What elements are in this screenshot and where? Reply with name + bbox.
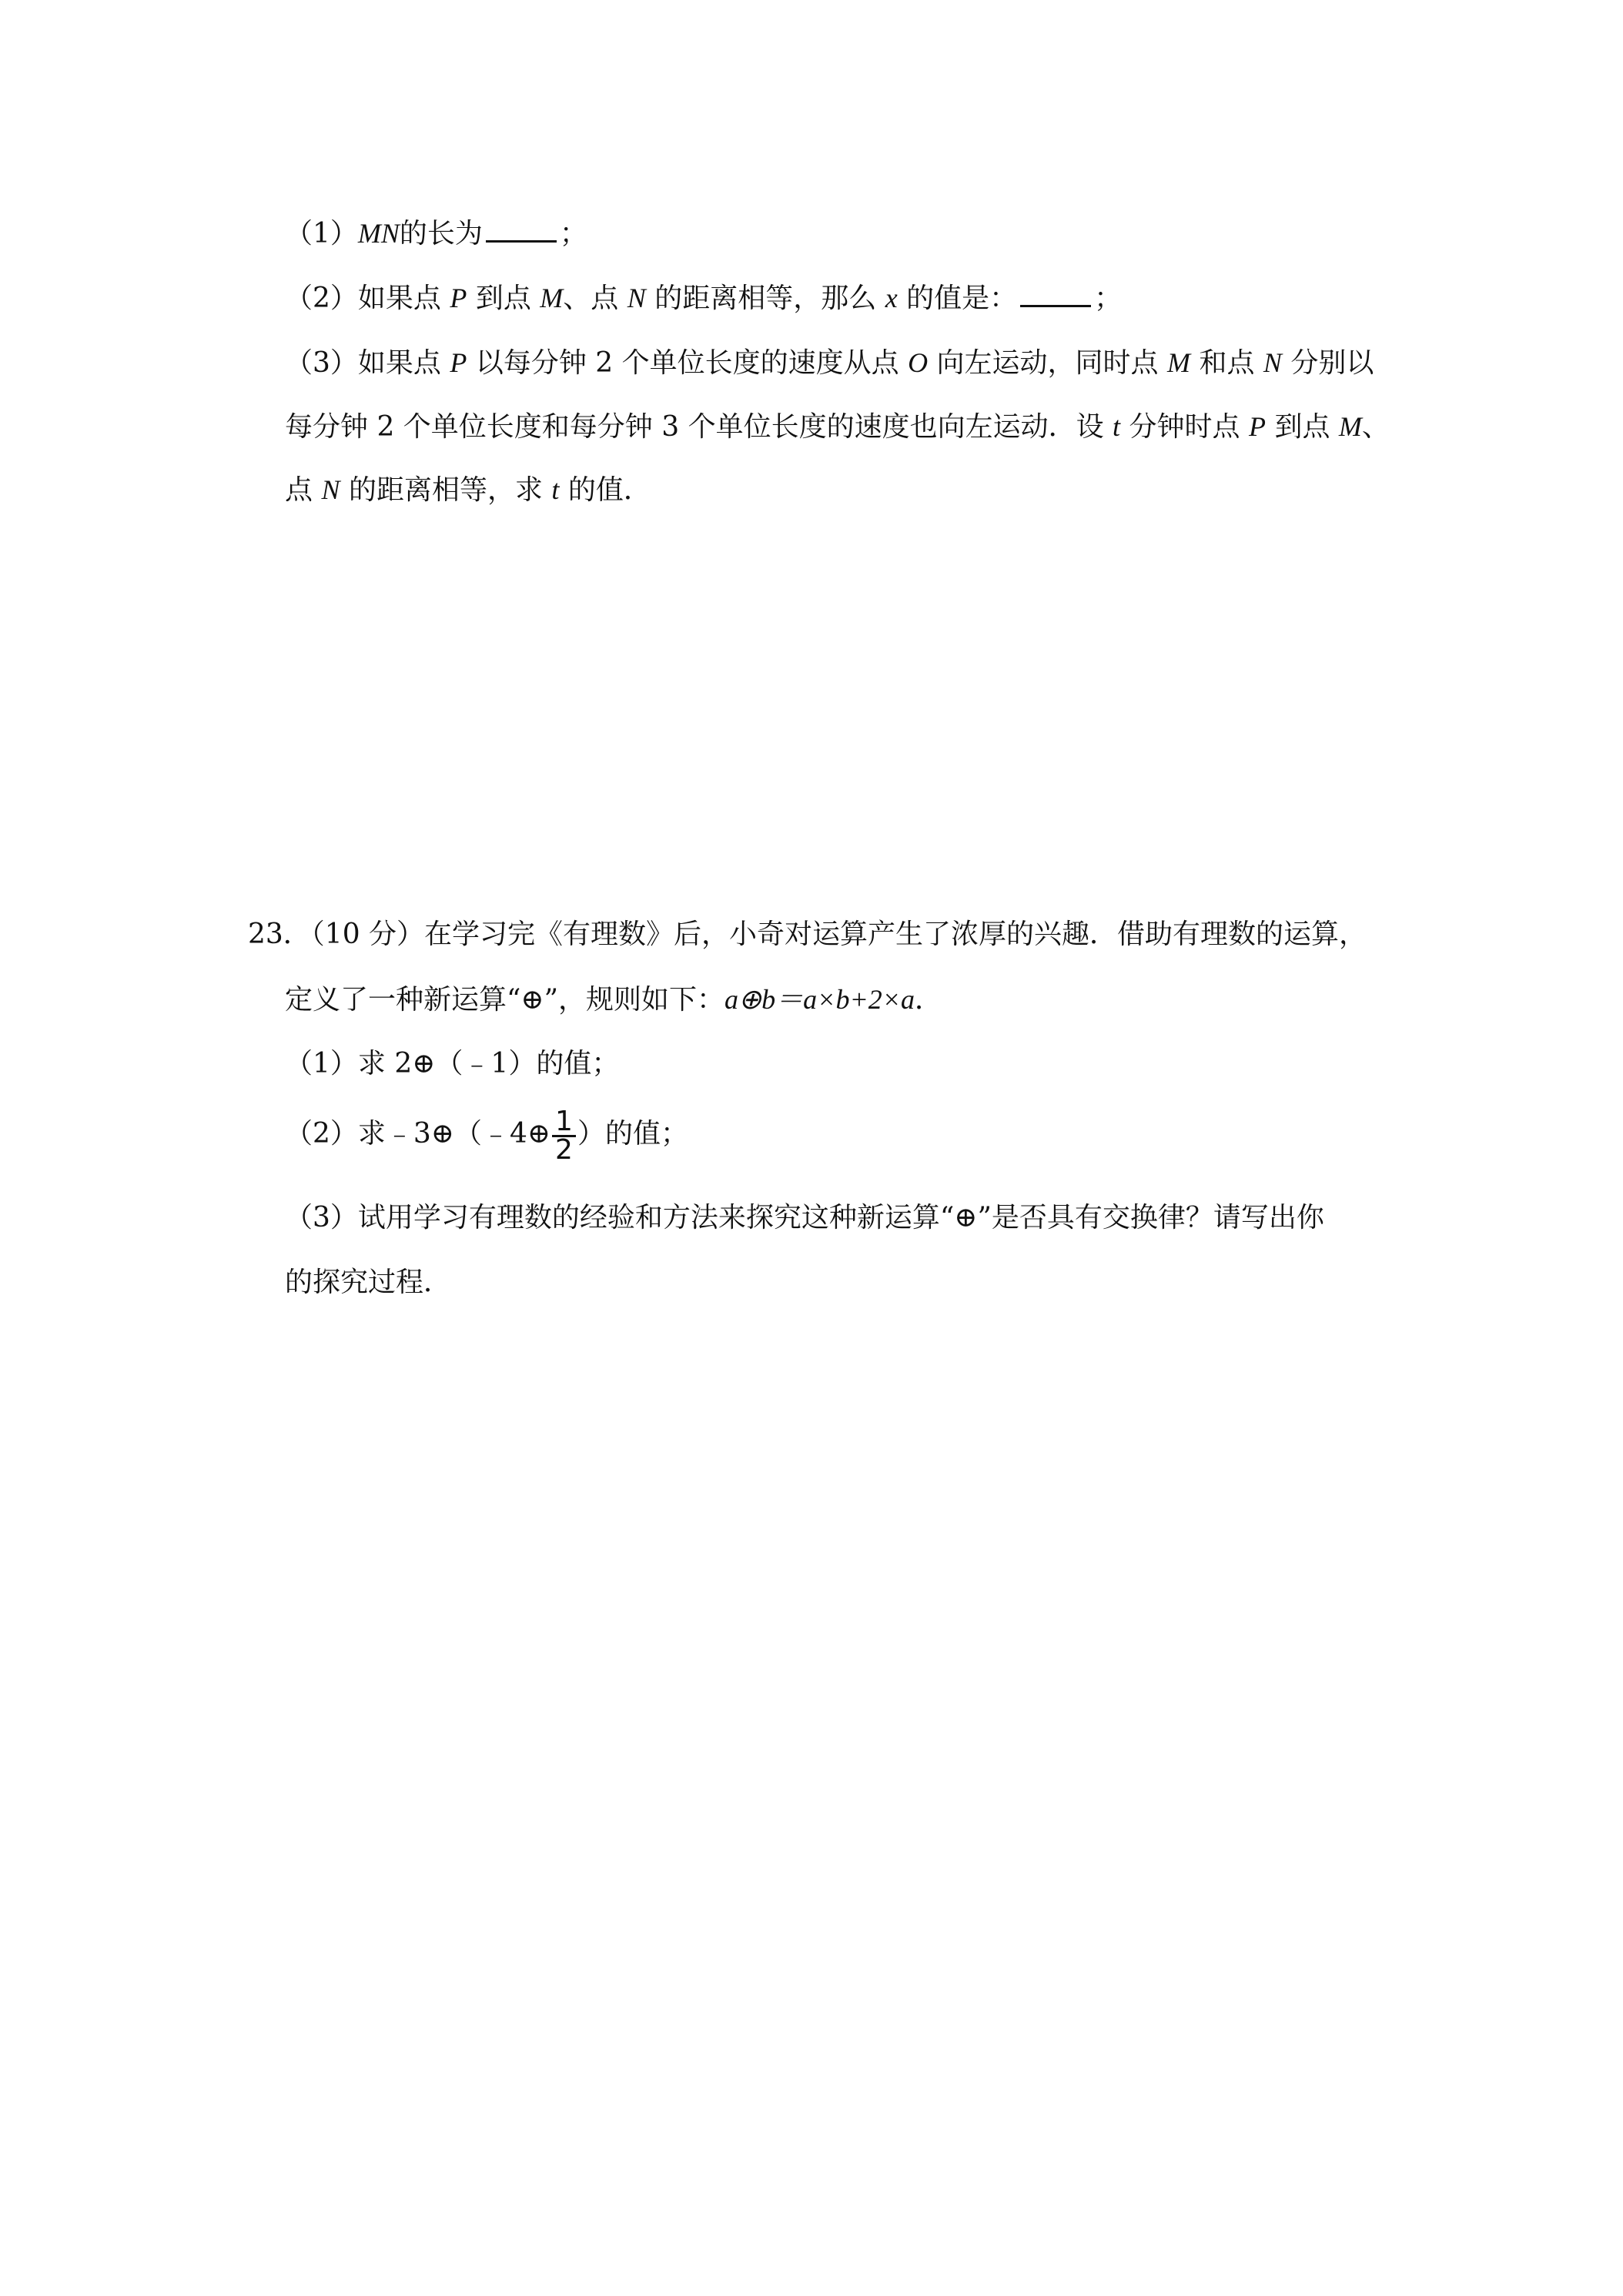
answer-blank[interactable] bbox=[486, 214, 557, 243]
q22-part3-line1 bbox=[285, 344, 1374, 382]
q22-part1 bbox=[285, 214, 587, 253]
text: （2）如果点 bbox=[285, 283, 441, 314]
text: ； bbox=[1094, 283, 1123, 314]
text: 的长为 bbox=[399, 218, 483, 249]
text: 定义了一种新运算“⊕”，规则如下： bbox=[285, 984, 724, 1016]
q22-part3-line3 bbox=[285, 471, 651, 509]
text: （2）求﹣3⊕（﹣4⊕ bbox=[285, 1118, 551, 1150]
q23-stem-line2 bbox=[285, 981, 942, 1019]
variable-p: P bbox=[1248, 411, 1266, 442]
text: 、 bbox=[1361, 411, 1390, 443]
variable-t: t bbox=[551, 474, 560, 505]
text: 到点 bbox=[1274, 411, 1330, 443]
variable-p: P bbox=[450, 347, 467, 378]
text: 的探究过程． bbox=[285, 1267, 452, 1298]
variable-n: N bbox=[321, 474, 340, 505]
question-stem: 23．（10 分）在学习完《有理数》后，小奇对运算产生了浓厚的兴趣．借助有理数的运算， bbox=[248, 919, 1367, 950]
variable-m: M bbox=[1166, 347, 1190, 378]
q22-part2 bbox=[285, 279, 1122, 317]
variable-t: t bbox=[1113, 411, 1121, 442]
text: ． bbox=[915, 984, 943, 1016]
q23-stem-line1 bbox=[248, 916, 1367, 953]
text: ）的值； bbox=[577, 1118, 688, 1150]
text: 和点 bbox=[1199, 347, 1255, 379]
text: 的值是： bbox=[906, 283, 1018, 314]
variable-m: M bbox=[1338, 411, 1362, 442]
text: 每分钟 2 个单位长度和每分钟 3 个单位长度的速度也向左运动．设 bbox=[285, 411, 1104, 443]
text: （3）试用学习有理数的经验和方法来探究这种新运算“⊕”是否具有交换律？请写出你 bbox=[285, 1202, 1324, 1233]
text: （3）如果点 bbox=[285, 347, 441, 379]
q23-part3-line2 bbox=[285, 1264, 451, 1301]
answer-blank[interactable] bbox=[1020, 279, 1091, 307]
q22-part3-line2 bbox=[285, 408, 1390, 446]
text: 的值． bbox=[567, 474, 651, 506]
text: 分钟时点 bbox=[1129, 411, 1240, 443]
variable-n: N bbox=[627, 283, 646, 313]
variable-mn: MN bbox=[357, 218, 400, 249]
text: 点 bbox=[285, 474, 313, 506]
q23-part3-line1 bbox=[285, 1200, 1324, 1237]
formula: a⊕b＝a×b+2×a bbox=[724, 984, 915, 1015]
text: （1）求 2⊕（﹣1）的值； bbox=[285, 1048, 620, 1079]
text: 、点 bbox=[563, 283, 619, 314]
text: 的距离相等，求 bbox=[348, 474, 543, 506]
variable-x: x bbox=[885, 283, 898, 313]
text: 的距离相等，那么 bbox=[654, 283, 877, 314]
numerator: 1 bbox=[552, 1109, 576, 1137]
variable-p: P bbox=[450, 283, 467, 313]
q23-part2 bbox=[285, 1101, 688, 1167]
variable-m: M bbox=[540, 283, 564, 313]
q23-part1 bbox=[285, 1046, 619, 1083]
variable-n: N bbox=[1263, 347, 1282, 378]
text: 分别以 bbox=[1290, 347, 1374, 379]
variable-o: O bbox=[908, 347, 929, 378]
text: ； bbox=[559, 218, 587, 249]
text: 到点 bbox=[475, 283, 531, 314]
text: 以每分钟 2 个单位长度的速度从点 bbox=[475, 347, 899, 379]
part-number: （1） bbox=[285, 218, 358, 249]
denominator: 2 bbox=[555, 1133, 573, 1166]
text: 向左运动，同时点 bbox=[936, 347, 1159, 379]
fraction-one-half bbox=[552, 1105, 576, 1166]
